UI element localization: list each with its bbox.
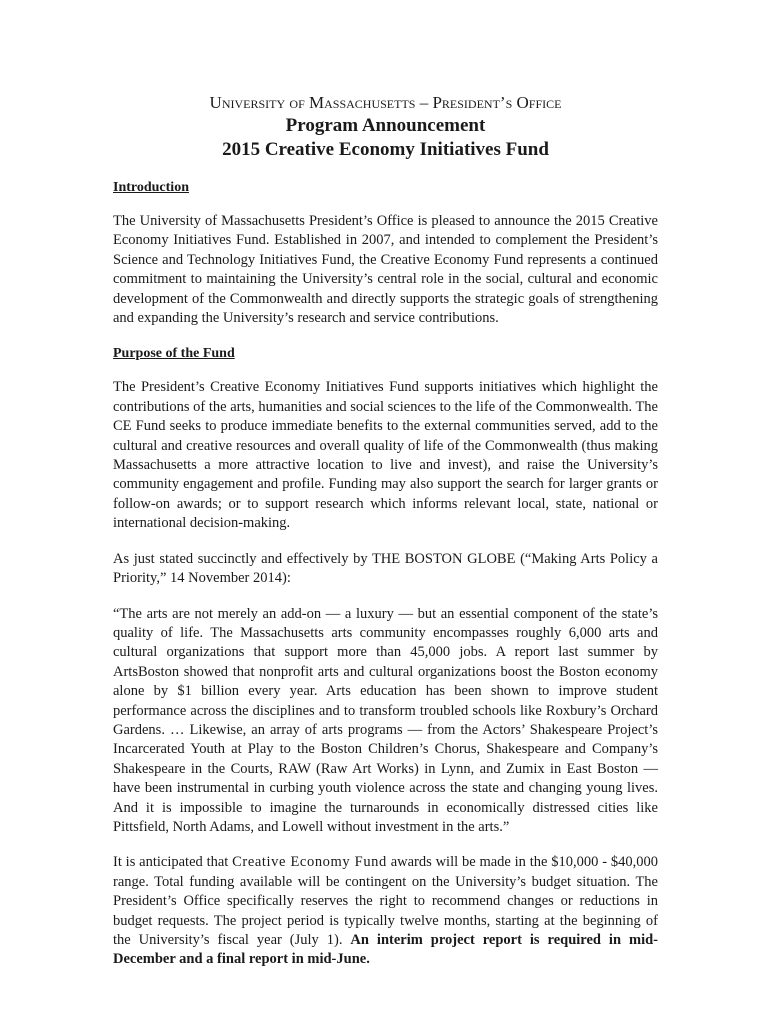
introduction-heading: Introduction bbox=[113, 180, 189, 195]
purpose-heading: Purpose of the Fund bbox=[113, 346, 235, 362]
document-page bbox=[113, 92, 658, 986]
purpose-paragraph: The President’s Creative Economy Initiatives Fund supports initiatives which highlight the contributions of the arts, humanities and social sciences to the life of the Commonwealth. The CE Fund seeks to produce immediate benefits to the external communities served, add to the cultural and creative resources and overall quality of life of the Commonwealth (thus making Massachusetts a more attractive location to live and invest), and raise the University’s community engagement and profile. Funding may also support the search for larger grants or follow-on awards; or to support research which informs relevant local, state, national or international decision-making. bbox=[113, 379, 658, 532]
fund-title: 2015 Creative Economy Initiatives Fund bbox=[222, 139, 549, 160]
quote-intro-paragraph: As just stated succinctly and effectively by THE BOSTON GLOBE (“Making Arts Policy a Priority,” 14 November 2014): bbox=[113, 550, 658, 587]
funding-paragraph bbox=[113, 853, 658, 969]
funding-text-body: awards will be made in the $10,000 - $40,000 range. Total funding available will be contingent on the University’s budget situation. The President’s Office specifically reserves the right to recommend changes or reductions in budget requests. The project period is typically twelve months, starting at the beginning of the University’s fiscal year (July 1). bbox=[113, 854, 658, 948]
introduction-paragraph: The University of Massachusetts President’s Office is pleased to announce the 2015 Creative Economy Initiatives Fund. Established in 2007, and intended to complement the President’s Science and Technology Initiatives Fund, the Creative Economy Fund represents a continued commitment to maintaining the University’s central role in the social, cultural and economic development of the Commonwealth and directly supports the strategic goals of strengthening and expanding the University’s research and service contributions. bbox=[113, 213, 658, 327]
boston-globe-quote: “The arts are not merely an add-on — a luxury — but an essential component of the state’s quality of life. The Massachusetts arts community encompasses roughly 6,000 arts and cultural organizations that support more than 45,000 jobs. A report last summer by ArtsBoston showed that nonprofit arts and cultural organizations boost the Boston economy alone by $1 billion every year. Arts education has been shown to improve student performance across the disciplines and to transform troubled schools like Roxbury’s Orchard Gardens. … Likewise, an array of arts programs — from the Actors’ Shakespeare Project’s Incarcerated Youth at Play to the Boston Children’s Chorus, Shakespeare and Company’s Shakespeare in the Courts, RAW (Raw Art Works) in Lynn, and Zumix in East Boston — have been instrumental in curbing youth violence across the state and changing young lives. And it is impossible to imagine the turnarounds in economically distressed cities like Pittsfield, North Adams, and Lowell without investment in the arts.” bbox=[113, 605, 658, 835]
program-announcement-title: Program Announcement bbox=[285, 115, 486, 136]
funding-text-intro: It is anticipated that bbox=[113, 854, 233, 871]
institution-title: University of Massachusetts – President’s Office bbox=[209, 93, 562, 112]
funding-fund-name: Creative Economy Fund bbox=[232, 854, 387, 871]
document-header bbox=[113, 92, 658, 162]
report-requirement-text: An interim project report is required in mid-December and a final report in mid-June. bbox=[113, 932, 658, 968]
